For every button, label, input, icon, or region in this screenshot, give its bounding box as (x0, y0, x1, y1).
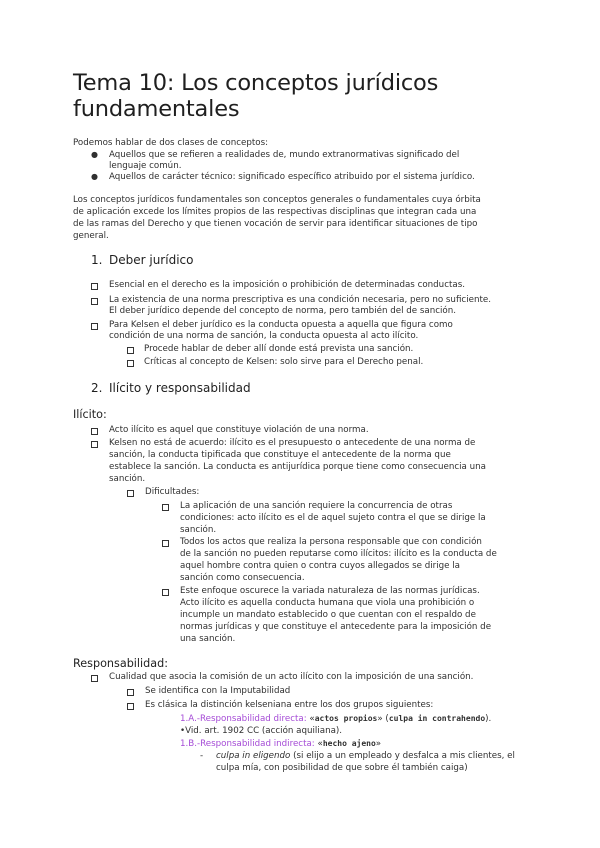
responsabilidad-heading-text: Responsabilidad (73, 657, 165, 670)
resp-direct-line (180, 713, 491, 725)
culpa-eligendo-rest: (si elijo a un empleado y desfalca a mis clientes, el (290, 751, 515, 761)
paragraph-line-3: de las ramas del Derecho y que tienen vocación de servir para identificar situaciones de tipo (73, 219, 478, 229)
dif-1-line-2: condiciones: acto ilícito es el de aquel sujeto contra el que se dirige la (180, 513, 486, 523)
checkbox-icon (127, 347, 134, 354)
bullet-dot: ● (91, 172, 98, 181)
hecho-ajeno-code: hecho ajeno (322, 739, 376, 748)
culpa-eligendo-line-2: culpa mía, con posibilidad de que sobre él también caiga) (216, 763, 468, 773)
checkbox-icon (91, 428, 98, 435)
checkbox-icon (127, 490, 134, 497)
s1-item-2-line-1: La existencia de una norma prescriptiva es una condición necesaria, pero no suficiente. (109, 295, 491, 305)
dif-1-line-3: sanción. (180, 525, 217, 535)
resp-sub-2: Es clásica la distinción kelseniana entre los dos grupos siguientes: (145, 700, 434, 710)
bullet-dot: ● (91, 150, 98, 159)
paragraph-line-2: de aplicación excede los límites propios de las respectivas disciplinas que integran cada una (73, 207, 477, 217)
dif-2-line-4: sanción como consecuencia. (180, 573, 305, 583)
dif-2-line-3: aquel hombre contra quien o contra cuyos allegados se dirige la (180, 561, 460, 571)
s1-subitem-2: Críticas al concepto de Kelsen: solo sirve para el Derecho penal. (144, 357, 424, 367)
checkbox-icon (127, 689, 134, 696)
section-1-heading: Deber jurídico (109, 253, 194, 267)
s1-item-2-line-2: El deber jurídico depende del concepto de norma, pero también del de sanción. (109, 306, 457, 316)
checkbox-icon (91, 298, 98, 305)
section-2-heading: Ilícito y responsabilidad (109, 381, 251, 395)
dif-3-line-2: Acto ilícito es aquella conducta humana que viola una prohibición o (180, 598, 475, 608)
s1-subitem-1: Procede hablar de deber allí donde está prevista una sanción. (144, 344, 414, 354)
resp-indirect-label: 1.B.-Responsabilidad indirecta: (180, 739, 315, 749)
culpa-eligendo-line-1 (216, 751, 515, 762)
ilicito-item-2-line-2: sanción, la conducta tipificada que constituye el antecedente de la norma que (109, 450, 451, 460)
checkbox-icon (162, 589, 169, 596)
s1-item-3-line-1: Para Kelsen el deber jurídico es la conducta opuesta a aquella que figura como (109, 320, 453, 330)
checkbox-icon (91, 323, 98, 330)
responsabilidad-colon: : (164, 657, 168, 670)
culpa-contrahendo-code: culpa in contrahendo (388, 714, 486, 723)
resp-indirect-line (180, 738, 381, 750)
checkbox-icon (91, 441, 98, 448)
checkbox-icon (91, 283, 98, 290)
intro-bullet-2: Aquellos de carácter técnico: significado específico atribuido por el sistema jurídico. (109, 172, 475, 182)
ilicito-heading-text: Ilícito (73, 408, 104, 421)
dif-3-line-5: una sanción. (180, 634, 236, 644)
s1-item-1: Esencial en el derecho es la imposición o prohibición de determinadas conductas. (109, 280, 465, 290)
intro-lead: Podemos hablar de dos clases de conceptos: (73, 138, 269, 148)
resp-vid: •Vid. art. 1902 CC (acción aquiliana). (180, 726, 343, 736)
actos-propios-code: actos propios (314, 714, 378, 723)
paragraph-line-1: Los conceptos jurídicos fundamentales son conceptos generales o fundamentales cuya órbita (73, 195, 481, 205)
checkbox-icon (127, 360, 134, 367)
section-1-number: 1. (91, 253, 103, 267)
ilicito-item-2-line-4: sanción. (109, 474, 146, 484)
dash-bullet: - (200, 751, 204, 761)
culpa-eligendo-italic: culpa in eligendo (216, 751, 291, 761)
dif-2-line-1: Todos los actos que realiza la persona responsable que con condición (180, 537, 482, 547)
ilicito-item-1: Acto ilícito es aquel que constituye violación de una norma. (109, 425, 369, 435)
quote-open: « (306, 714, 315, 724)
section-2-number: 2. (91, 381, 103, 395)
quote-close: » ( (377, 714, 389, 724)
dificultades-label: Dificultades: (145, 487, 200, 497)
dif-3-line-4: normas jurídicas y que constituye el antecedente para la imposición de (180, 622, 492, 632)
intro-bullet-1-line-1: Aquellos que se refieren a realidades de, mundo extranormativas significado del (109, 150, 460, 160)
dif-3-line-1: Este enfoque oscurece la variada naturaleza de las normas jurídicas. (180, 586, 480, 596)
s1-item-3-line-2: condición de una norma de sanción, la conducta opuesta al acto ilícito. (109, 331, 419, 341)
intro-bullet-1-line-2: lenguaje común. (109, 161, 182, 171)
paragraph-line-4: general. (73, 231, 109, 241)
checkbox-icon (162, 504, 169, 511)
responsabilidad-heading (73, 657, 168, 670)
page-title: Tema 10: Los conceptos jurídicos fundamentales (73, 70, 439, 122)
dif-1-line-1: La aplicación de una sanción requiere la concurrencia de otras (180, 501, 453, 511)
ilicito-heading (73, 408, 107, 421)
quote-close: » (375, 739, 382, 749)
checkbox-icon (162, 540, 169, 547)
ilicito-item-2-line-1: Kelsen no está de acuerdo: ilícito es el presupuesto o antecedente de una norma de (109, 438, 476, 448)
quote-open: « (314, 739, 323, 749)
ilicito-colon: : (103, 408, 107, 421)
resp-item: Cualidad que asocia la comisión de un acto ilícito con la imposición de una sanción. (109, 672, 474, 682)
resp-sub-1: Se identifica con la Imputabilidad (145, 686, 291, 696)
paren-close: ). (485, 714, 492, 724)
resp-direct-label: 1.A.-Responsabilidad directa: (180, 714, 307, 724)
dif-3-line-3: incumple un mandato establecido o que cuentan con el respaldo de (180, 610, 476, 620)
dif-2-line-2: de la sanción no pueden reputarse como ilícitos: ilícito es la conducta de (180, 549, 497, 559)
ilicito-item-2-line-3: establece la sanción. La conducta es antijurídica porque tiene como consecuencia una (109, 462, 486, 472)
checkbox-icon (91, 675, 98, 682)
checkbox-icon (127, 703, 134, 710)
